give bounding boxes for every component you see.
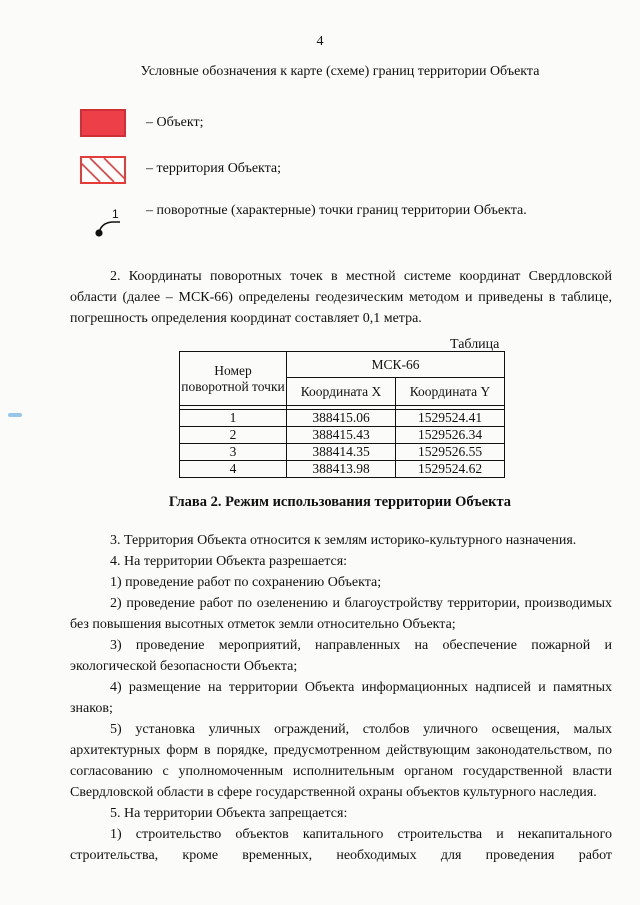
chapter-heading: Глава 2. Режим использования территории Объекта: [168, 494, 512, 510]
paragraph-4-5: 5) установка уличных ограждений, столбов уличного освещения, малых архитектурных форм в порядке, предусмотренном действующим законодательством, по согласованию с уполномоченным исполнительным органом государственной власти Свердловской области в сфере государственной охраны объектов культурного наследия.: [70, 722, 612, 800]
paragraph-2: 2. Координаты поворотных точек в местной системе координат Свердловской области (далее – МСК-66) определены геодезическим методом и приведены в таблице, погрешность определения координат составляет 0,1 метра.: [70, 269, 612, 326]
table-row: 2 388415.43 1529526.34: [180, 427, 505, 444]
paragraph-5-1: 1) строительство объектов капитального строительства и некапитального строительства, кроме временных, необходимых для проведения работ: [70, 827, 612, 863]
body-text: [70, 530, 612, 866]
turning-point-marker-icon: [90, 202, 130, 242]
header-x: Координата X: [287, 378, 396, 406]
table-row: 4 388413.98 1529524.62: [180, 461, 505, 478]
object-fill-swatch: [80, 109, 126, 137]
paragraph-5: 5. На территории Объекта запрещается:: [110, 806, 348, 821]
paragraph-4-4: 4) размещение на территории Объекта информационных надписей и памятных знаков;: [70, 680, 612, 716]
table-row: 3 388414.35 1529526.55: [180, 444, 505, 461]
territory-hatch-swatch: [80, 156, 126, 184]
paragraph-4-3: 3) проведение мероприятий, направленных на обеспечение пожарной и экологической безопасности Объекта;: [70, 638, 612, 674]
paragraph-3: 3. Территория Объекта относится к землям историко-культурного назначения.: [110, 533, 577, 548]
paragraph-4-2: 2) проведение работ по озеленению и благоустройству территории, производимых без повышения высотных отметок земли относительно Объекта;: [70, 596, 612, 632]
header-point-number: Номер поворотной точки: [180, 352, 287, 406]
header-y: Координата Y: [396, 378, 505, 406]
legend-title: Условные обозначения к карте (схеме) границ территории Объекта: [140, 64, 540, 79]
paragraph-4-1: 1) проведение работ по сохранению Объекта;: [110, 575, 382, 590]
legend-label-object: – Объект;: [146, 115, 204, 130]
header-system: МСК-66: [287, 352, 505, 378]
paragraph-4: 4. На территории Объекта разрешается:: [110, 554, 348, 569]
scan-artifact: [8, 413, 22, 417]
table-caption: Таблица: [450, 337, 500, 352]
coordinates-table: [179, 351, 505, 478]
legend-label-territory: – территория Объекта;: [146, 161, 282, 176]
page-number: 4: [316, 34, 324, 49]
turning-point-marker-label: 1: [112, 207, 119, 221]
legend-label-turning-points: – поворотные (характерные) точки границ территории Объекта.: [146, 203, 527, 218]
table-row: 1 388415.06 1529524.41: [180, 410, 505, 427]
